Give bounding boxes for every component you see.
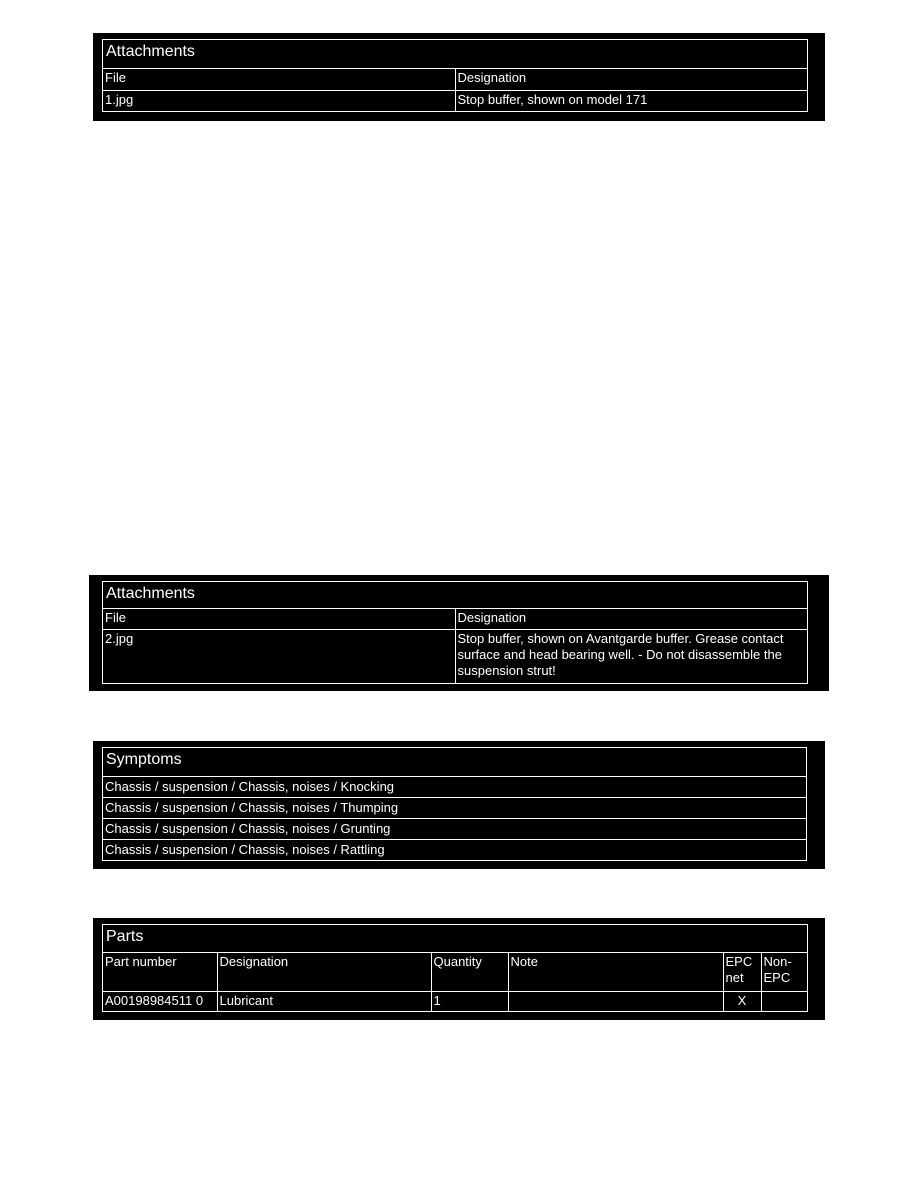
column-header-epc-net: EPC net xyxy=(723,953,761,991)
parts-grid xyxy=(103,953,807,1011)
designation-cell: Stop buffer, shown on Avantgarde buffer. Grease contact surface and head bearing well. - Do not disassemble the suspension strut! xyxy=(455,629,807,683)
symptom-item: Chassis / suspension / Chassis, noises / Rattling xyxy=(103,839,806,860)
symptoms-title: Symptoms xyxy=(106,751,182,768)
quantity-cell: 1 xyxy=(431,991,508,1011)
attachments-grid-2 xyxy=(103,609,807,683)
symptom-item: Chassis / suspension / Chassis, noises / Grunting xyxy=(103,818,806,839)
column-header-note: Note xyxy=(508,953,723,991)
column-header-quantity: Quantity xyxy=(431,953,508,991)
parts-panel xyxy=(93,918,825,1020)
symptoms-panel xyxy=(93,741,825,869)
attachments-title-2: Attachments xyxy=(103,582,807,609)
note-cell xyxy=(508,991,723,1011)
parts-table xyxy=(102,924,808,1012)
table-row xyxy=(103,991,807,1011)
column-header-designation: Designation xyxy=(457,70,527,85)
table-row xyxy=(103,629,807,683)
symptoms-table xyxy=(102,747,807,861)
designation-cell: Stop buffer, shown on model 171 xyxy=(455,90,807,111)
column-header-non-epc: Non-EPC xyxy=(763,954,792,985)
column-header-file: File xyxy=(103,609,455,629)
column-header-designation: Designation xyxy=(217,953,431,991)
column-header-designation: Designation xyxy=(457,610,527,625)
symptom-item: Chassis / suspension / Chassis, noises / Thumping xyxy=(103,797,806,818)
epc-net-cell: X xyxy=(723,991,761,1011)
non-epc-cell xyxy=(761,991,807,1011)
part-number-cell: A00198984511 0 xyxy=(103,991,217,1011)
attachments-table-1 xyxy=(102,39,808,112)
table-row xyxy=(103,90,807,111)
parts-title: Parts xyxy=(103,925,807,953)
attachments-panel-1 xyxy=(93,33,825,121)
attachments-grid-1 xyxy=(103,69,807,111)
attachments-title-1: Attachments xyxy=(103,40,807,69)
table-header-row xyxy=(103,609,807,629)
designation-cell: Lubricant xyxy=(217,991,431,1011)
column-header-part-number: Part number xyxy=(103,953,217,991)
attachments-table-2 xyxy=(102,581,808,684)
column-header-file: File xyxy=(103,69,455,90)
file-link[interactable]: 1.jpg xyxy=(103,90,455,111)
attachments-panel-2 xyxy=(89,575,829,691)
file-link[interactable]: 2.jpg xyxy=(103,629,455,683)
table-header-row xyxy=(103,953,807,991)
table-header-row xyxy=(103,69,807,90)
symptom-item: Chassis / suspension / Chassis, noises / Knocking xyxy=(103,776,806,797)
